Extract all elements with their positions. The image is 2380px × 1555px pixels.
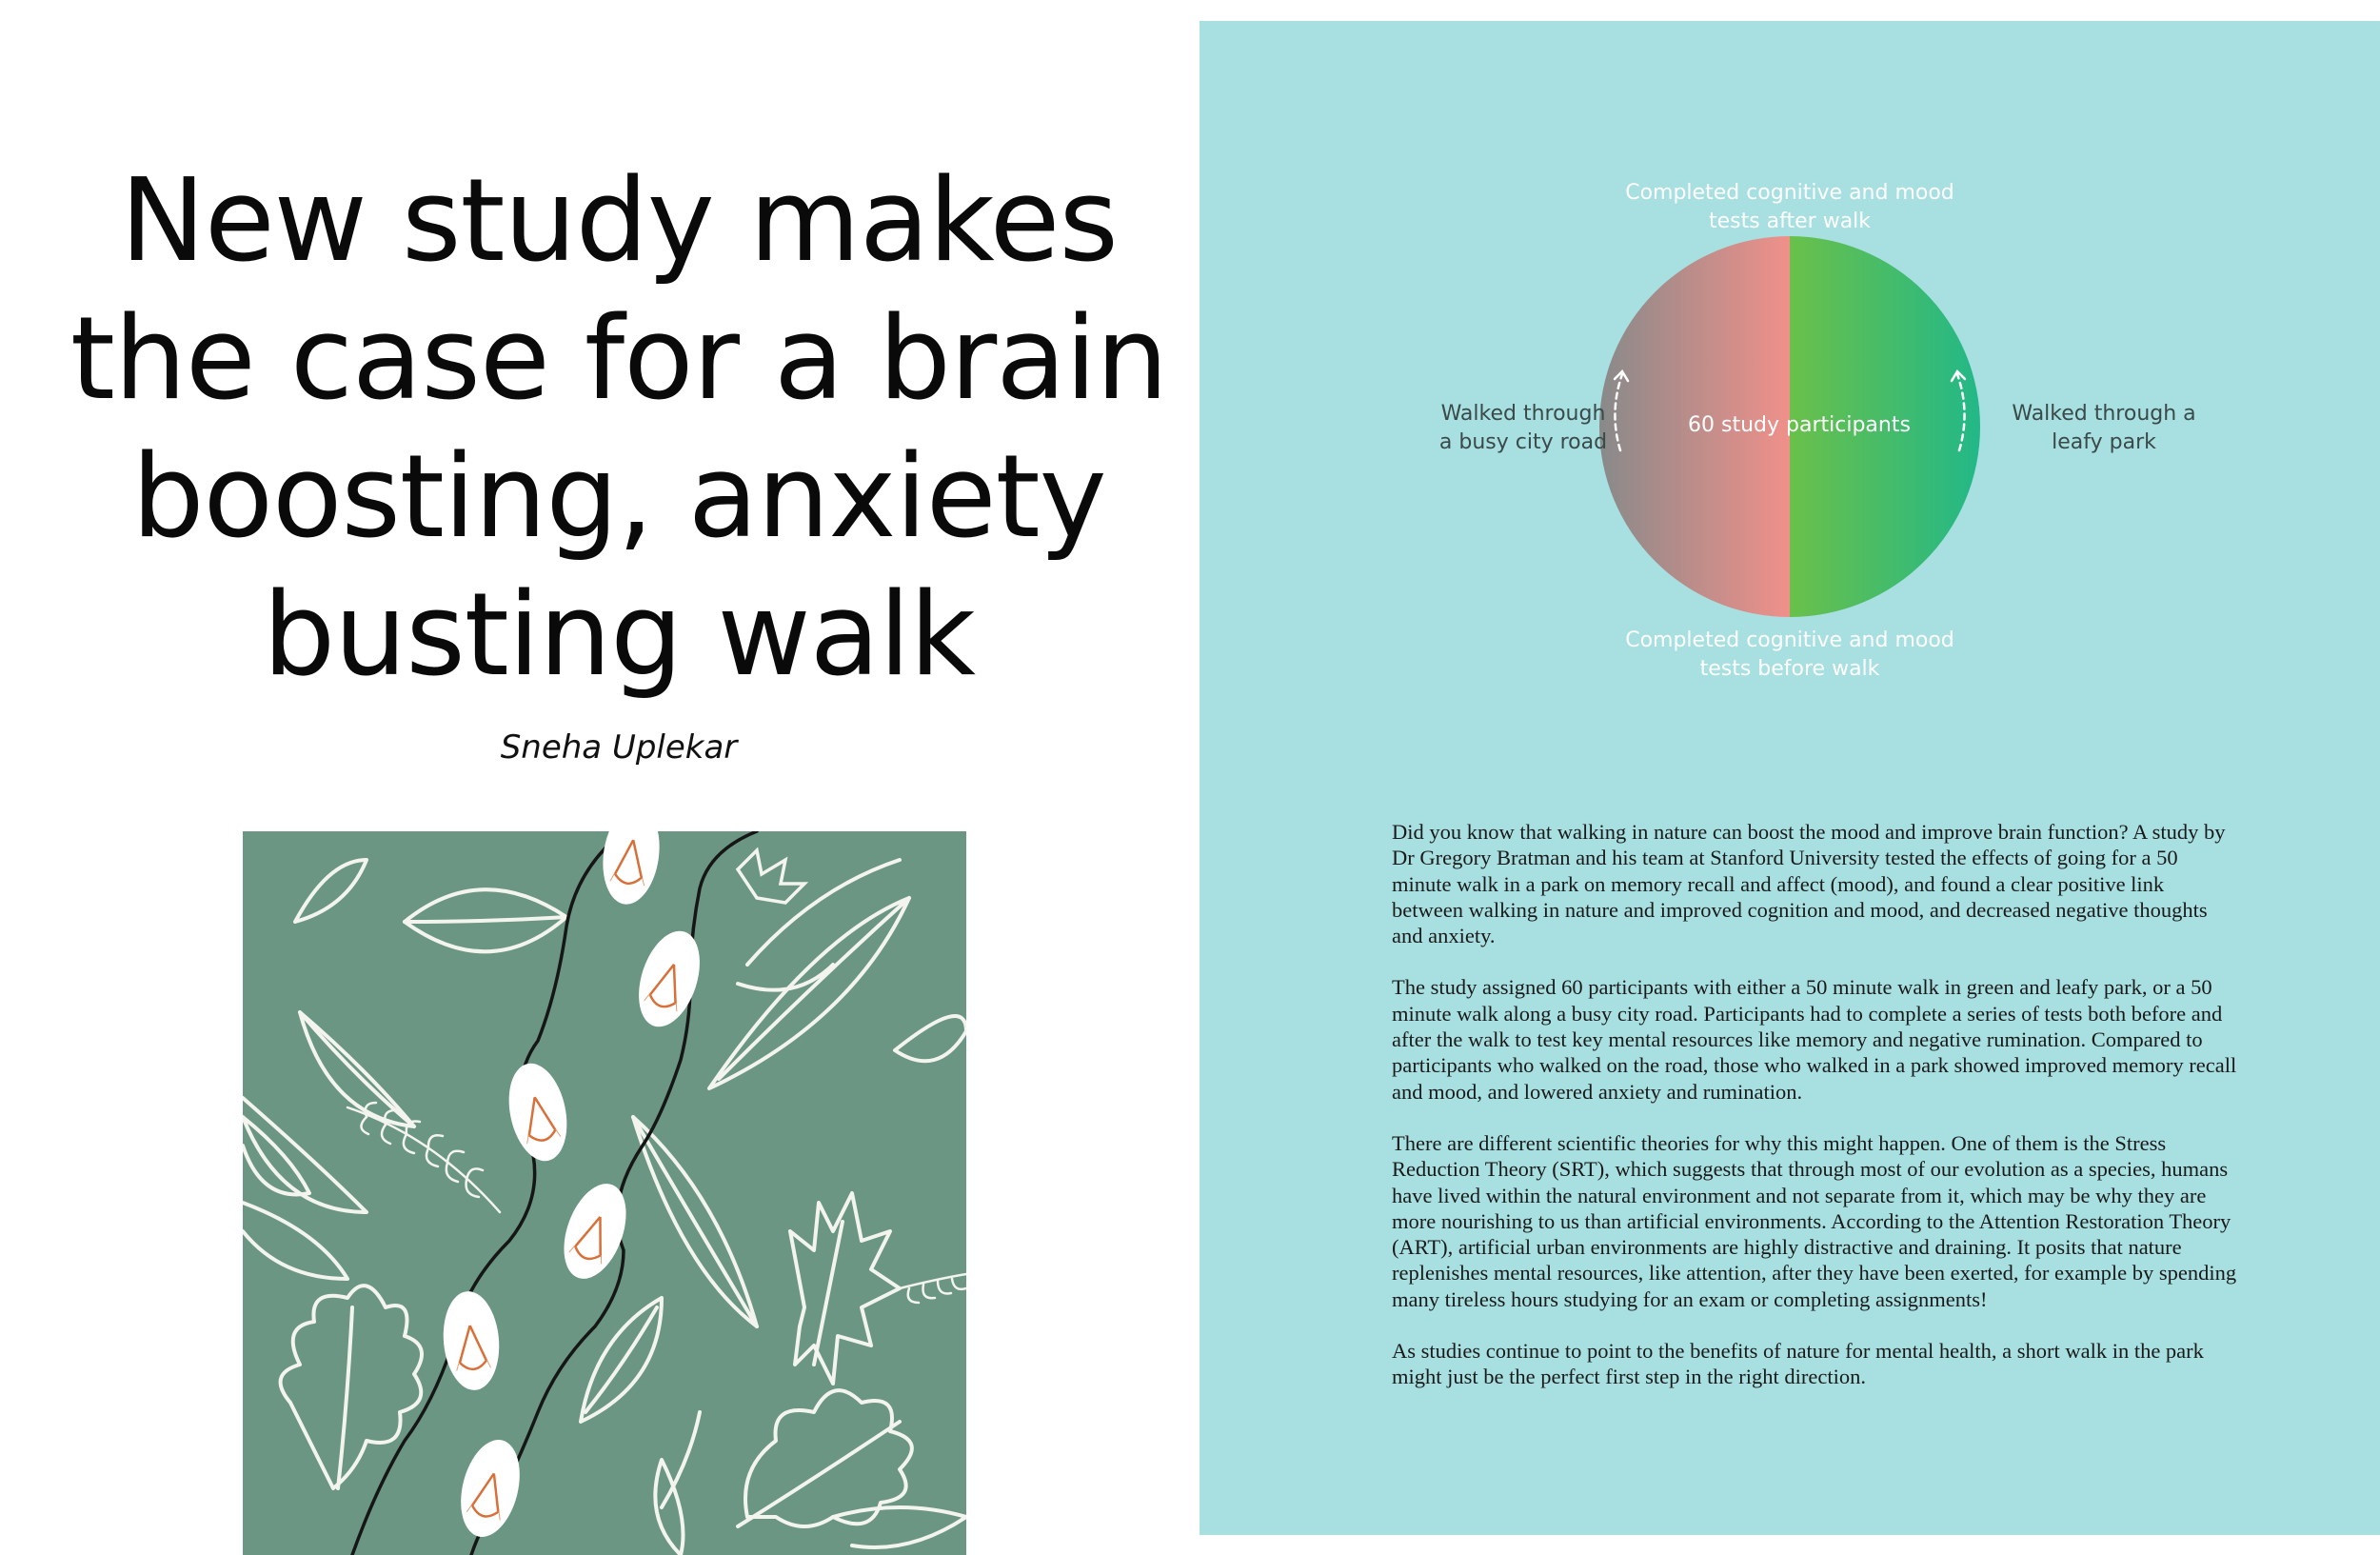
label-line: Walked through a	[2012, 402, 2196, 426]
label-line: a busy city road	[1438, 430, 1608, 454]
label-line: Completed cognitive and mood	[1625, 628, 1954, 652]
article-body	[1392, 819, 2239, 1416]
left-page	[0, 0, 1190, 1541]
right-page	[1200, 21, 2380, 1535]
body-paragraph: The study assigned 60 participants with either a 50 minute walk in green and leafy park, or a 50 minute walk along a busy city road. Participants had to complete a series of tests both before and after the walk to test key mental resources like memory and negative rumination. Compared to participants who walked on the road, those who walked in a park showed improved memory recall and mood, and lowered anxiety and rumination.	[1392, 975, 2237, 1104]
headline-line: busting walk	[262, 569, 976, 702]
label-line: tests after walk	[1708, 209, 1872, 233]
leafy-park-label	[1990, 400, 2218, 457]
city-road-label	[1409, 400, 1637, 457]
after-walk-label	[1599, 179, 1980, 236]
headline-line: New study makes	[120, 155, 1118, 288]
byline: Sneha Uplekar	[500, 728, 738, 767]
label-line: Walked through	[1440, 402, 1606, 426]
label-line: Completed cognitive and mood	[1625, 181, 1954, 205]
headline	[57, 152, 1180, 705]
leaf-walk-illustration	[243, 831, 966, 1555]
label-line: leafy park	[2052, 430, 2156, 454]
headline-line: the case for a brain	[69, 293, 1168, 426]
body-paragraph: As studies continue to point to the benefits of nature for mental health, a short walk in the park might just be the perfect first step in the right direction.	[1392, 1339, 2204, 1389]
headline-line: boosting, anxiety	[131, 431, 1106, 564]
body-paragraph: Did you know that walking in nature can boost the mood and improve brain function? A study by Dr Gregory Bratman and his team at Stanford University tested the effects of going for a 50 minute walk in a park on memory recall and affect (mood), and found a clear positive link between walking in nature and improved cognition and mood, and decreased negative thoughts and anxiety.	[1392, 820, 2226, 948]
before-walk-label	[1599, 627, 1980, 684]
body-paragraph: There are different scientific theories for why this might happen. One of them is the Stress Reduction Theory (SRT), which suggests that through most of our evolution as a species, humans have lived within the natural environment and not separate from it, which may be why they are more nourishing to us than artificial environments. According to the Attention Restoration Theory (ART), artificial urban environments are highly distractive and draining. It posits that nature replenishes mental resources, like attention, after they have been exerted, for example by spending many tireless hours studying for an exam or completing assignments!	[1392, 1130, 2237, 1311]
label-line: tests before walk	[1699, 657, 1880, 681]
participants-label: 60 study participants	[1688, 413, 1911, 437]
